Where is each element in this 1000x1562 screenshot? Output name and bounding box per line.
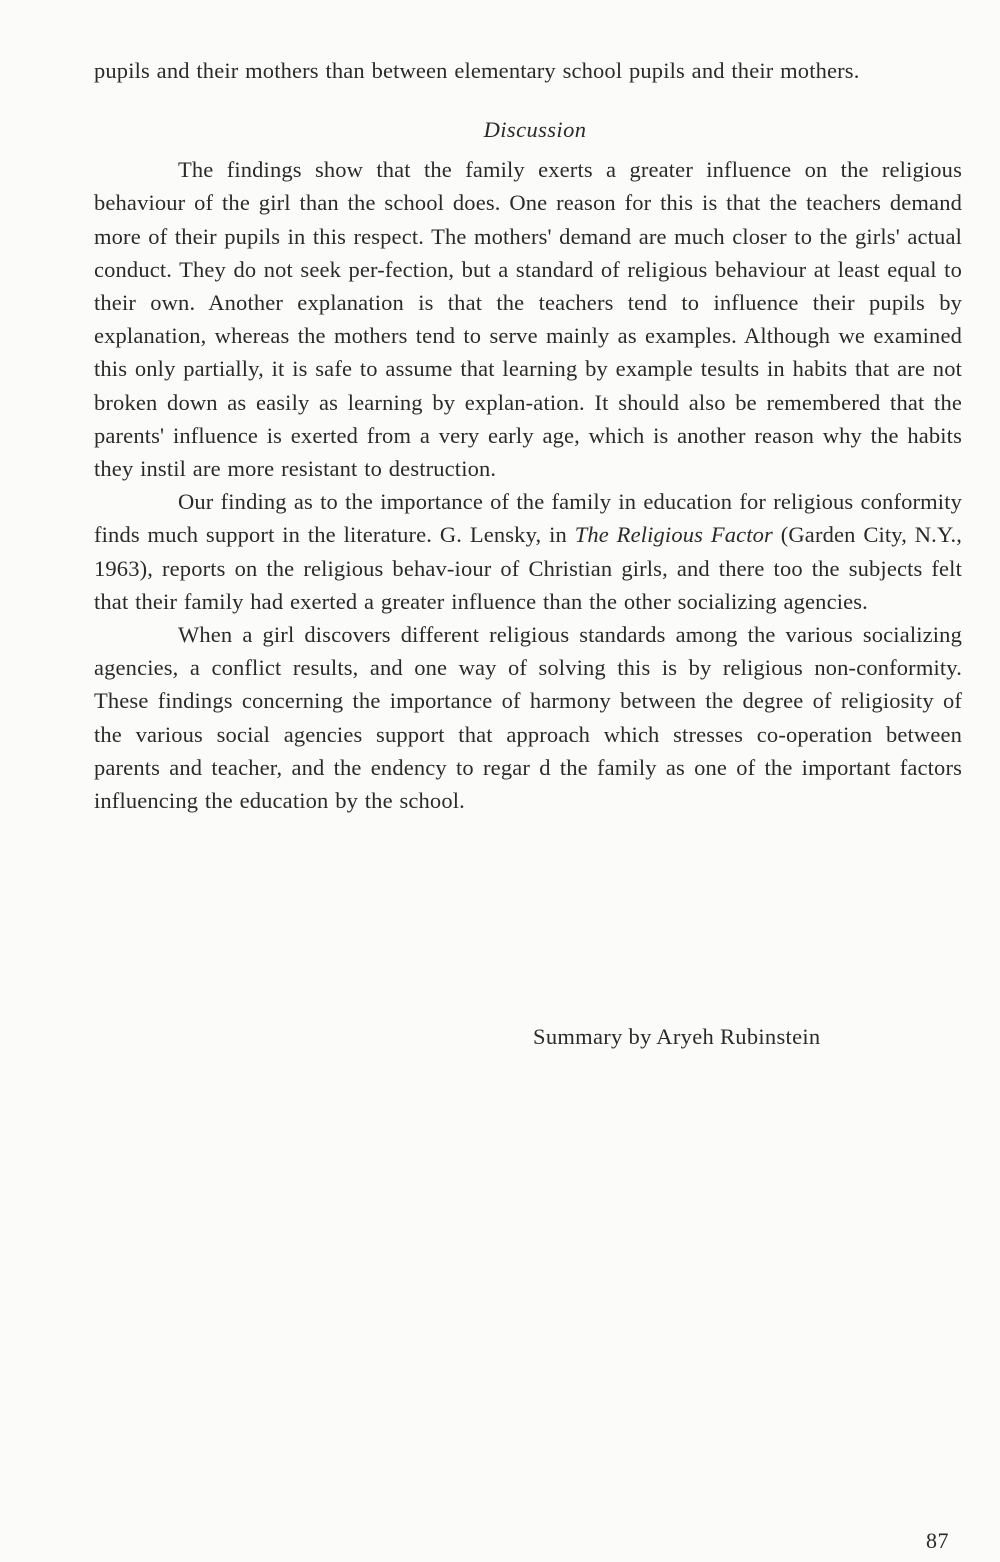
section-heading: Discussion — [483, 117, 587, 143]
paragraph-conflict: When a girl discovers different religious standards among the various socializing agencies, a conflict results, and one way of solving this is by religious non-conformity. These findings concerning the importance of harmony between the degree of religiosity of the various social agencies support that approach which stresses co-operation between parents and teacher, and the endency to regar d the family as one of the important factors influencing the education by the school. — [94, 622, 962, 814]
page-number: 87 — [926, 1528, 949, 1553]
paragraph-findings: The findings show that the family exerts a greater influence on the religious behaviour of the girl than the school does. One reason for this is that the teachers demand more of their pupils in this respect. The mothers' demand are much closer to the girls' actual conduct. They do not seek per-fection, but a standard of religious behaviour at least equal to their own. Another explanation is that the teachers tend to influence their pupils by explanation, whereas the mothers tend to serve mainly as examples. Although we examined this only partially, it is safe to assume that learning by example tesults in habits that are not broken down as easily as learning by explan-ation. It should also be remembered that the parents' influence is exerted from a very early age, which is another reason why the habits they instil are more resistant to destruction. — [94, 157, 962, 482]
opening-text: pupils and their mothers than between elementary school pupils and their mothers. — [94, 58, 860, 83]
paragraph-literature — [94, 485, 962, 618]
citation-text-before: Our finding as to the importance of the family in education for religious conformity finds much support in the literature. G. Lensky, in — [94, 489, 962, 548]
citation-text-after: (Garden City, N.Y., 1963), reports on the religious behav-iour of Christian girls, and there too the subjects felt that their family had exerted a greater influence than the other socializing agencies. — [94, 522, 963, 614]
book-title: The Religious Factor — [574, 522, 773, 548]
page-body — [94, 54, 962, 817]
summary-signature: Summary by Aryeh Rubinstein — [533, 1024, 821, 1049]
